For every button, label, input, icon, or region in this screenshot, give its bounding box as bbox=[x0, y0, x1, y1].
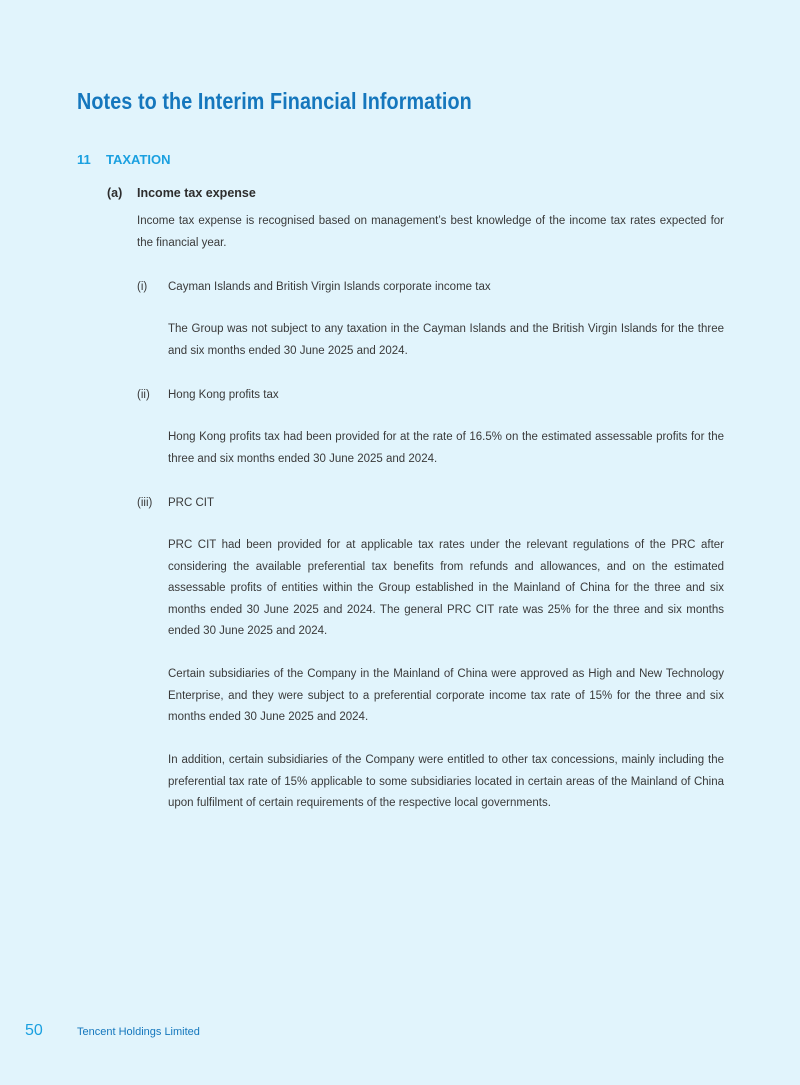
item-paragraph: In addition, certain subsidiaries of the Company were entitled to other tax concessions, mainly including the preferential tax rate of 15% applicable to some subsidiaries located in certain areas of the Mainland of China upon fulfilment of certain requirements of the respective local governments. bbox=[168, 754, 724, 809]
item-heading-ii bbox=[137, 389, 279, 401]
item-numeral: (i) bbox=[137, 281, 148, 293]
subsection-label: (a) bbox=[107, 186, 123, 200]
item-heading-i bbox=[137, 281, 491, 293]
item-paragraph: Certain subsidiaries of the Company in the Mainland of China were approved as High and New Technology Enterprise, and they were subject to a preferential corporate income tax rate of 15% for the three and six months ended 30 June 2025 and 2024. bbox=[168, 668, 724, 723]
item-title: Hong Kong profits tax bbox=[168, 389, 279, 401]
subsection-heading bbox=[107, 186, 256, 200]
page-title: Notes to the Interim Financial Information bbox=[77, 88, 472, 114]
footer-company-name: Tencent Holdings Limited bbox=[77, 1026, 200, 1038]
section-heading bbox=[77, 152, 171, 167]
item-paragraph: The Group was not subject to any taxation in the Cayman Islands and the British Virgin Islands for the three and six months ended 30 June 2025 and 2024. bbox=[168, 323, 724, 357]
intro-paragraph: Income tax expense is recognised based on management’s best knowledge of the income tax rates expected for the financial year. bbox=[137, 215, 724, 249]
item-numeral: (iii) bbox=[137, 497, 153, 509]
subsection-title: Income tax expense bbox=[137, 186, 256, 200]
section-number: 11 bbox=[77, 152, 91, 167]
item-paragraph: Hong Kong profits tax had been provided for at the rate of 16.5% on the estimated assessable profits for the three and six months ended 30 June 2025 and 2024. bbox=[168, 431, 724, 465]
item-heading-iii bbox=[137, 497, 214, 509]
item-numeral: (ii) bbox=[137, 389, 150, 401]
item-title: PRC CIT bbox=[168, 497, 214, 509]
item-paragraph: PRC CIT had been provided for at applicable tax rates under the relevant regulations of the PRC after considering the available preferential tax benefits from refunds and allowances, and on the estimated assessable profits of entities within the Group established in the Mainland of China for the three and six months ended 30 June 2025 and 2024. The general PRC CIT rate was 25% for the three and six months ended 30 June 2025 and 2024. bbox=[168, 539, 724, 637]
item-title: Cayman Islands and British Virgin Islands corporate income tax bbox=[168, 281, 491, 293]
page-number: 50 bbox=[25, 1022, 43, 1039]
section-title: TAXATION bbox=[106, 152, 171, 167]
